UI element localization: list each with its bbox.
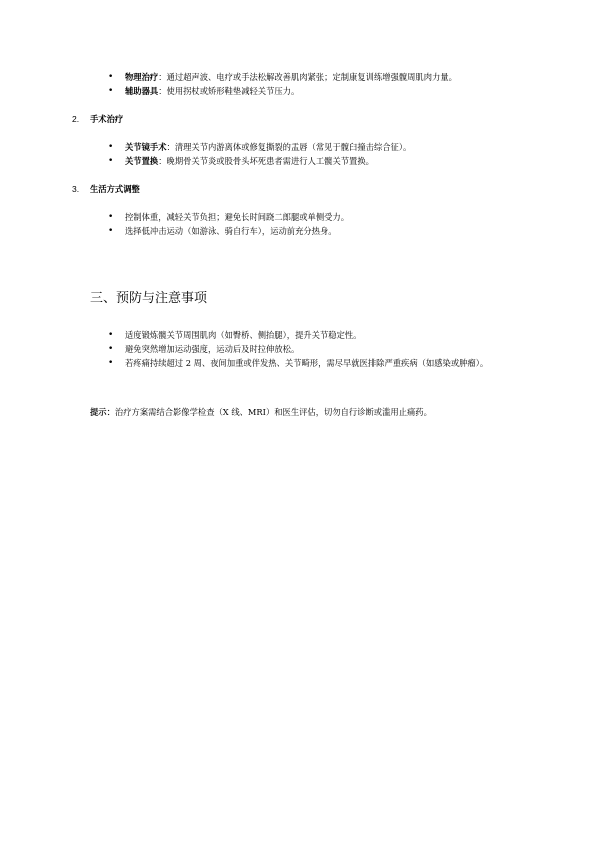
item-text: 通过超声波、电疗或手法松解改善肌肉紧张；定制康复训练增强髋周肌肉力量。: [166, 72, 457, 82]
item-text: 若疼痛持续超过 2 周、夜间加重或伴发热、关节畸形，需尽早就医排除严重疾病（如感染或肿瘤）。: [125, 358, 489, 368]
bullet-icon: •: [108, 86, 114, 96]
item-term: 关节镜手术: [125, 142, 167, 152]
item-text: 适度锻炼髋关节周围肌肉（如臀桥、侧抬腿），提升关节稳定性。: [125, 330, 362, 340]
section-heading-prevention: 三、预防与注意事项: [90, 291, 208, 306]
bullet-icon: •: [108, 142, 114, 152]
heading-title: 生活方式调整: [90, 184, 140, 194]
bullet-icon: •: [108, 226, 114, 236]
item-text: 避免突然增加运动强度，运动后及时拉伸放松。: [125, 344, 300, 354]
list-item: [0, 210, 505, 224]
bullet-icon: •: [108, 156, 114, 166]
conservative-treatment-list: [0, 70, 595, 98]
numbered-heading-surgery: [0, 112, 595, 126]
bullet-icon: •: [108, 72, 114, 82]
item-term: 关节置换: [125, 156, 159, 166]
heading-number: 2.: [72, 114, 80, 124]
list-item: • 辅助器具：使用拐杖或矫形鞋垫减轻关节压力。: [108, 86, 300, 96]
tip-paragraph: 提示：治疗方案需结合影像学检查（X 线、MRI）和医生评估，切勿自行诊断或滥用止痛药。: [90, 407, 432, 417]
bullet-icon: •: [108, 358, 114, 368]
item-term: 物理治疗: [125, 72, 159, 82]
bullet-icon: •: [108, 344, 114, 354]
list-item: [0, 356, 505, 370]
list-item: • 关节置换：晚期骨关节炎或股骨头坏死患者需进行人工髋关节置换。: [108, 156, 374, 166]
bullet-icon: •: [108, 212, 114, 222]
numbered-heading-lifestyle: [0, 182, 595, 196]
list-item: [0, 342, 505, 356]
bullet-icon: •: [108, 330, 114, 340]
list-item: [0, 328, 505, 342]
tip-text: 治疗方案需结合影像学检查（X 线、MRI）和医生评估，切勿自行诊断或滥用止痛药。: [114, 407, 432, 417]
heading-number: 3.: [72, 184, 80, 194]
tip-label: 提示: [90, 407, 107, 417]
treatment-section: [0, 70, 595, 238]
item-term: 辅助器具: [125, 86, 159, 96]
list-item: • 物理治疗：通过超声波、电疗或手法松解改善肌肉紧张；定制康复训练增强髋周肌肉力量。: [108, 72, 457, 82]
lifestyle-list: [0, 210, 595, 238]
item-text: 使用拐杖或矫形鞋垫减轻关节压力。: [166, 86, 300, 96]
surgery-list: [0, 140, 595, 168]
list-item: [0, 224, 505, 238]
list-item: • 关节镜手术：清理关节内游离体或修复撕裂的盂唇（常见于髋臼撞击综合征）。: [108, 142, 412, 152]
prevention-list: [0, 328, 595, 370]
item-text: 控制体重，减轻关节负担；避免长时间跷二郎腿或单侧受力。: [125, 212, 350, 222]
item-text: 晚期骨关节炎或股骨头坏死患者需进行人工髋关节置换。: [166, 156, 374, 166]
item-text: 清理关节内游离体或修复撕裂的盂唇（常见于髋臼撞击综合征）。: [174, 142, 412, 152]
item-text: 选择低冲击运动（如游泳、骑自行车），运动前充分热身。: [125, 226, 337, 236]
heading-title: 手术治疗: [90, 114, 124, 124]
